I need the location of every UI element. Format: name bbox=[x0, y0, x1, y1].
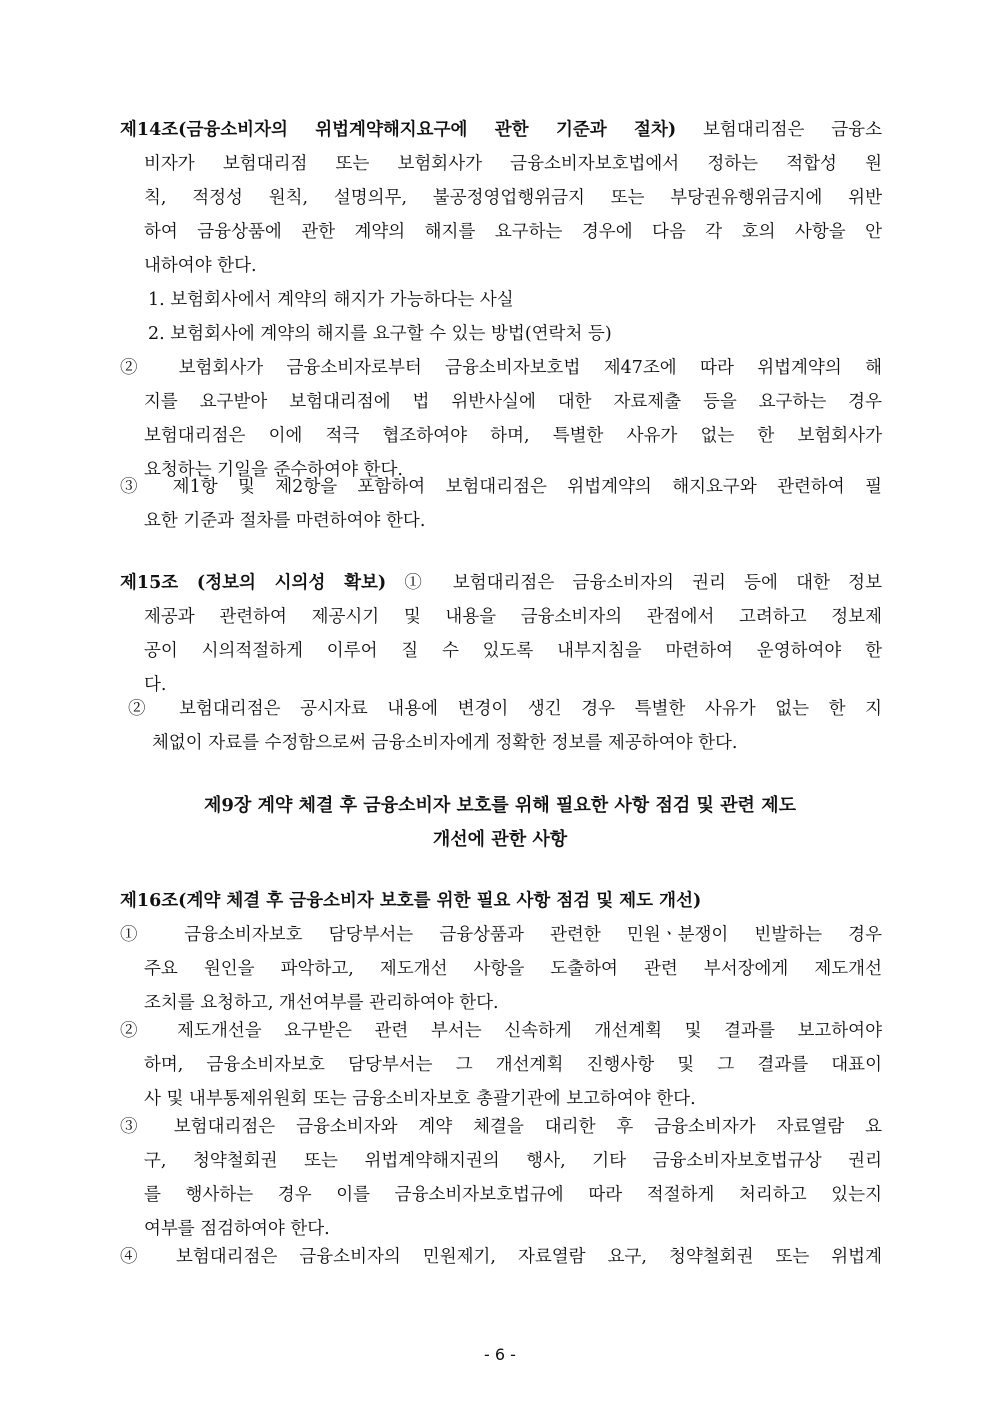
article-14-items bbox=[148, 283, 882, 351]
text-line: 보험대리점은 이에 적극 협조하여야 하며, 특별한 사유가 없는 한 보험회사가 bbox=[144, 426, 882, 446]
text-line: 조치를 요청하고, 개선여부를 관리하여야 한다. bbox=[144, 993, 499, 1013]
article-14-paragraph-3 bbox=[120, 470, 882, 538]
text-line: 사 및 내부통제위원회 또는 금융소비자보호 총괄기관에 보고하여야 한다. bbox=[144, 1089, 696, 1109]
article-14-first-line: 제14조(금융소비자의 위법계약해지요구에 관한 기준과 절차) 보험대리점은 금융소 bbox=[120, 120, 882, 140]
text-line: 다. bbox=[144, 675, 167, 695]
text-line: ③ 제1항 및 제2항을 포함하여 보험대리점은 위법계약의 해지요구와 관련하여 필 bbox=[120, 477, 882, 497]
article-16-heading: 제16조(계약 체결 후 금융소비자 보호를 위한 필요 사항 점검 및 제도 개선) bbox=[120, 891, 702, 911]
article-16-paragraph-1 bbox=[120, 918, 882, 1020]
text-line: 제공과 관련하여 제공시기 및 내용을 금융소비자의 관점에서 고려하고 정보제 bbox=[144, 607, 882, 627]
article-15-first-line: 제15조 (정보의 시의성 확보) ① 보험대리점은 금융소비자의 권리 등에 대한 정보 bbox=[120, 573, 882, 593]
article-14-heading: 제14조(금융소비자의 위법계약해지요구에 관한 기준과 절차) bbox=[120, 120, 677, 140]
text-line: 요청하는 기일을 준수하여야 한다. bbox=[144, 460, 403, 480]
text-line: 칙, 적정성 원칙, 설명의무, 불공정영업행위금지 또는 부당권유행위금지에 위반 bbox=[144, 188, 882, 208]
text-line: 체없이 자료를 수정함으로써 금융소비자에게 정확한 정보를 제공하여야 한다. bbox=[152, 733, 738, 753]
article-16-paragraph-3 bbox=[120, 1110, 882, 1246]
text-line: 비자가 보험대리점 또는 보험회사가 금융소비자보호법에서 정하는 적합성 원 bbox=[144, 154, 882, 174]
article-14-paragraph-2 bbox=[120, 351, 882, 487]
text-line: 지를 요구받아 보험대리점에 법 위반사실에 대한 자료제출 등을 요구하는 경우 bbox=[144, 392, 882, 412]
text-line: ① 금융소비자보호 담당부서는 금융상품과 관련한 민원ㆍ분쟁이 빈발하는 경우 bbox=[120, 925, 882, 945]
text-line: 를 행사하는 경우 이를 금융소비자보호법규에 따라 적절하게 처리하고 있는지 bbox=[144, 1185, 882, 1205]
text-line: 내하여야 한다. bbox=[144, 256, 257, 276]
text-line: ② 제도개선을 요구받은 관련 부서는 신속하게 개선계획 및 결과를 보고하여야 bbox=[120, 1021, 882, 1041]
text-line: 하며, 금융소비자보호 담당부서는 그 개선계획 진행사항 및 그 결과를 대표이 bbox=[144, 1055, 882, 1075]
text-line: 하여 금융상품에 관한 계약의 해지를 요구하는 경우에 다음 각 호의 사항을 안 bbox=[144, 222, 882, 242]
text-line: 주요 원인을 파악하고, 제도개선 사항을 도출하여 관련 부서장에게 제도개선 bbox=[144, 959, 882, 979]
article-16-paragraph-4 bbox=[120, 1240, 882, 1274]
text-line: 여부를 점검하여야 한다. bbox=[144, 1219, 330, 1239]
chapter-9-title: 제9장 계약 체결 후 금융소비자 보호를 위해 필요한 사항 점검 및 관련 제도 bbox=[204, 795, 796, 816]
text-line: ② 보험대리점은 공시자료 내용에 변경이 생긴 경우 특별한 사유가 없는 한 지 bbox=[128, 699, 882, 719]
text-line: ② 보험회사가 금융소비자로부터 금융소비자보호법 제47조에 따라 위법계약의 해 bbox=[120, 358, 882, 378]
text-line: 공이 시의적절하게 이루어 질 수 있도록 내부지침을 마련하여 운영하여야 한 bbox=[144, 641, 882, 661]
article-15 bbox=[120, 566, 882, 702]
article-14 bbox=[120, 113, 882, 283]
article-15-heading: 제15조 (정보의 시의성 확보) bbox=[120, 573, 387, 593]
text-line: 요한 기준과 절차를 마련하여야 한다. bbox=[144, 511, 426, 531]
page-number: - 6 - bbox=[484, 1345, 516, 1364]
article-15-paragraph-2 bbox=[128, 692, 882, 760]
article-16-paragraph-2 bbox=[120, 1014, 882, 1116]
chapter-9-title-cont: 개선에 관한 사항 bbox=[432, 829, 568, 850]
list-item: 1. 보험회사에서 계약의 해지가 가능하다는 사실 bbox=[148, 290, 514, 310]
text-line: 구, 청약철회권 또는 위법계약해지권의 행사, 기타 금융소비자보호법규상 권리 bbox=[144, 1151, 882, 1171]
text-line: ③ 보험대리점은 금융소비자와 계약 체결을 대리한 후 금융소비자가 자료열람 요 bbox=[120, 1117, 882, 1137]
list-item: 2. 보험회사에 계약의 해지를 요구할 수 있는 방법(연락처 등) bbox=[148, 324, 612, 344]
text-line: ④ 보험대리점은 금융소비자의 민원제기, 자료열람 요구, 청약철회권 또는 위법계 bbox=[120, 1247, 882, 1267]
